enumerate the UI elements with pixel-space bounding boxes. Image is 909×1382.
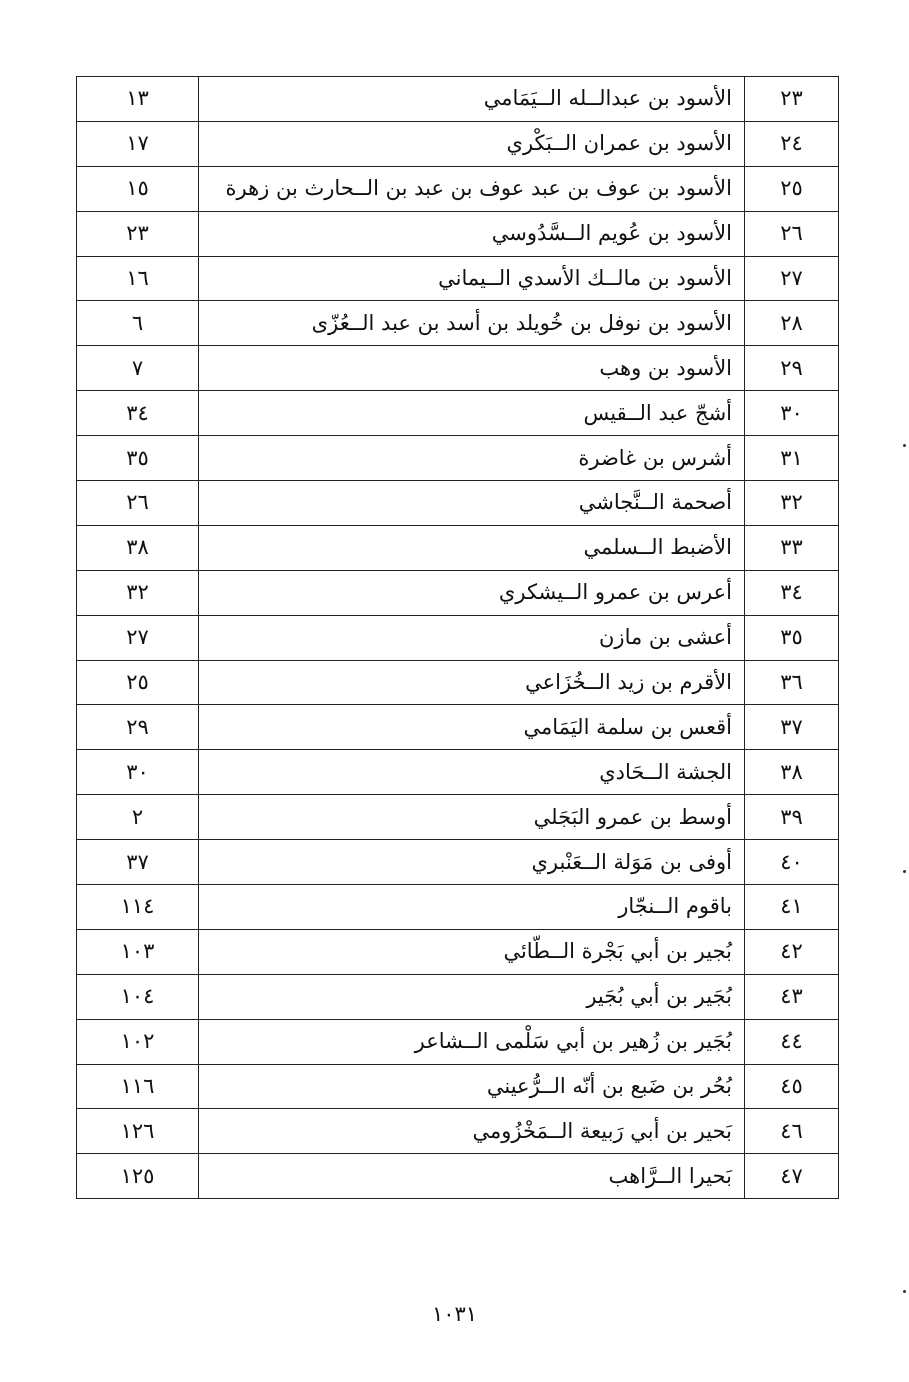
table-row <box>77 1064 839 1109</box>
table-row <box>77 885 839 930</box>
row-number: ٤٢ <box>745 929 839 974</box>
row-number: ٣٧ <box>745 705 839 750</box>
entry-name: أصحمة الــنَّجاشي <box>199 481 745 526</box>
entry-name: الأقرم بن زيد الــخُزَاعي <box>199 660 745 705</box>
page-reference: ١٠٣ <box>77 929 199 974</box>
table-row <box>77 795 839 840</box>
page-reference: ١٠٢ <box>77 1019 199 1064</box>
page-reference: ٣٥ <box>77 436 199 481</box>
entry-name: أعشى بن مازن <box>199 615 745 660</box>
page-number: ١٠٣١ <box>431 1302 478 1326</box>
table-row <box>77 1019 839 1064</box>
entry-name: أقعس بن سلمة اليَمَامي <box>199 705 745 750</box>
page-reference: ٣٢ <box>77 570 199 615</box>
row-number: ٢٤ <box>745 121 839 166</box>
row-number: ٣٠ <box>745 391 839 436</box>
row-number: ٤٤ <box>745 1019 839 1064</box>
scan-speck <box>903 870 906 873</box>
table-row <box>77 346 839 391</box>
page-reference: ١١٦ <box>77 1064 199 1109</box>
table-row <box>77 121 839 166</box>
page-reference: ٣٤ <box>77 391 199 436</box>
index-table <box>76 76 839 1199</box>
entry-name: الجشة الــحَادي <box>199 750 745 795</box>
scan-speck <box>903 444 906 447</box>
index-table-body <box>77 77 839 1199</box>
table-row <box>77 211 839 256</box>
row-number: ٣٩ <box>745 795 839 840</box>
row-number: ٣٨ <box>745 750 839 795</box>
page-reference: ١١٤ <box>77 885 199 930</box>
table-row <box>77 929 839 974</box>
entry-name: أعرس بن عمرو الــيشكري <box>199 570 745 615</box>
entry-name: أشجّ عبد الــقيس <box>199 391 745 436</box>
entry-name: الأسود بن مالــك الأسدي الــيماني <box>199 256 745 301</box>
page-reference: ٣٠ <box>77 750 199 795</box>
table-row <box>77 705 839 750</box>
page-reference: ١٦ <box>77 256 199 301</box>
table-row <box>77 436 839 481</box>
table-row <box>77 1109 839 1154</box>
row-number: ٢٧ <box>745 256 839 301</box>
row-number: ٤١ <box>745 885 839 930</box>
entry-name: الأسود بن نوفل بن خُويلد بن أسد بن عبد الــعُزّى <box>199 301 745 346</box>
page-reference: ٧ <box>77 346 199 391</box>
entry-name: الأسود بن عُويم الــسَّدُوسي <box>199 211 745 256</box>
row-number: ٤٠ <box>745 840 839 885</box>
table-row <box>77 840 839 885</box>
entry-name: الأضبط الــسلمي <box>199 525 745 570</box>
row-number: ٤٥ <box>745 1064 839 1109</box>
row-number: ٣٢ <box>745 481 839 526</box>
page-reference: ١٧ <box>77 121 199 166</box>
row-number: ٢٨ <box>745 301 839 346</box>
table-row <box>77 391 839 436</box>
entry-name: أوفى بن مَوَلة الــعَنْبري <box>199 840 745 885</box>
page-reference: ١٢٦ <box>77 1109 199 1154</box>
page-reference: ٢ <box>77 795 199 840</box>
entry-name: بَحيرا الــرَّاهب <box>199 1154 745 1199</box>
entry-name: بَحير بن أبي رَبيعة الــمَخْزُومي <box>199 1109 745 1154</box>
table-row <box>77 481 839 526</box>
table-row <box>77 301 839 346</box>
row-number: ٣٤ <box>745 570 839 615</box>
table-row <box>77 166 839 211</box>
row-number: ٣٣ <box>745 525 839 570</box>
row-number: ٢٥ <box>745 166 839 211</box>
table-row <box>77 615 839 660</box>
page-reference: ٣٨ <box>77 525 199 570</box>
page-reference: ٢٩ <box>77 705 199 750</box>
page-reference: ٢٦ <box>77 481 199 526</box>
row-number: ٢٣ <box>745 77 839 122</box>
page-reference: ١٢٥ <box>77 1154 199 1199</box>
table-row <box>77 525 839 570</box>
table-row <box>77 1154 839 1199</box>
page-reference: ١٣ <box>77 77 199 122</box>
table-row <box>77 974 839 1019</box>
row-number: ٣٥ <box>745 615 839 660</box>
page-reference: ٢٥ <box>77 660 199 705</box>
row-number: ٣١ <box>745 436 839 481</box>
page-reference: ٦ <box>77 301 199 346</box>
page-reference: ١٠٤ <box>77 974 199 1019</box>
table-row <box>77 256 839 301</box>
row-number: ٣٦ <box>745 660 839 705</box>
row-number: ٢٦ <box>745 211 839 256</box>
row-number: ٤٣ <box>745 974 839 1019</box>
entry-name: الأسود بن عبدالــله الــيَمَامي <box>199 77 745 122</box>
entry-name: الأسود بن وهب <box>199 346 745 391</box>
table-row <box>77 660 839 705</box>
row-number: ٤٦ <box>745 1109 839 1154</box>
entry-name: بُحُر بن ضَبع بن أنّه الــرُّعيني <box>199 1064 745 1109</box>
row-number: ٤٧ <box>745 1154 839 1199</box>
table-row <box>77 570 839 615</box>
entry-name: بُجَير بن زُهير بن أبي سَلْمى الــشاعر <box>199 1019 745 1064</box>
entry-name: أوسط بن عمرو البَجَلي <box>199 795 745 840</box>
entry-name: بُجَير بن أبي بُجَير <box>199 974 745 1019</box>
entry-name: أشرس بن غاضرة <box>199 436 745 481</box>
scan-speck <box>903 1290 906 1293</box>
page-reference: ٣٧ <box>77 840 199 885</box>
entry-name: الأسود بن عوف بن عبد عوف بن عبد بن الــحارث بن زهرة <box>199 166 745 211</box>
page-reference: ١٥ <box>77 166 199 211</box>
row-number: ٢٩ <box>745 346 839 391</box>
entry-name: الأسود بن عمران الــبَكْري <box>199 121 745 166</box>
table-row <box>77 77 839 122</box>
page-reference: ٢٧ <box>77 615 199 660</box>
page-reference: ٢٣ <box>77 211 199 256</box>
table-row <box>77 750 839 795</box>
entry-name: باقوم الــنجّار <box>199 885 745 930</box>
entry-name: بُجير بن أبي بَجْرة الــطّائي <box>199 929 745 974</box>
